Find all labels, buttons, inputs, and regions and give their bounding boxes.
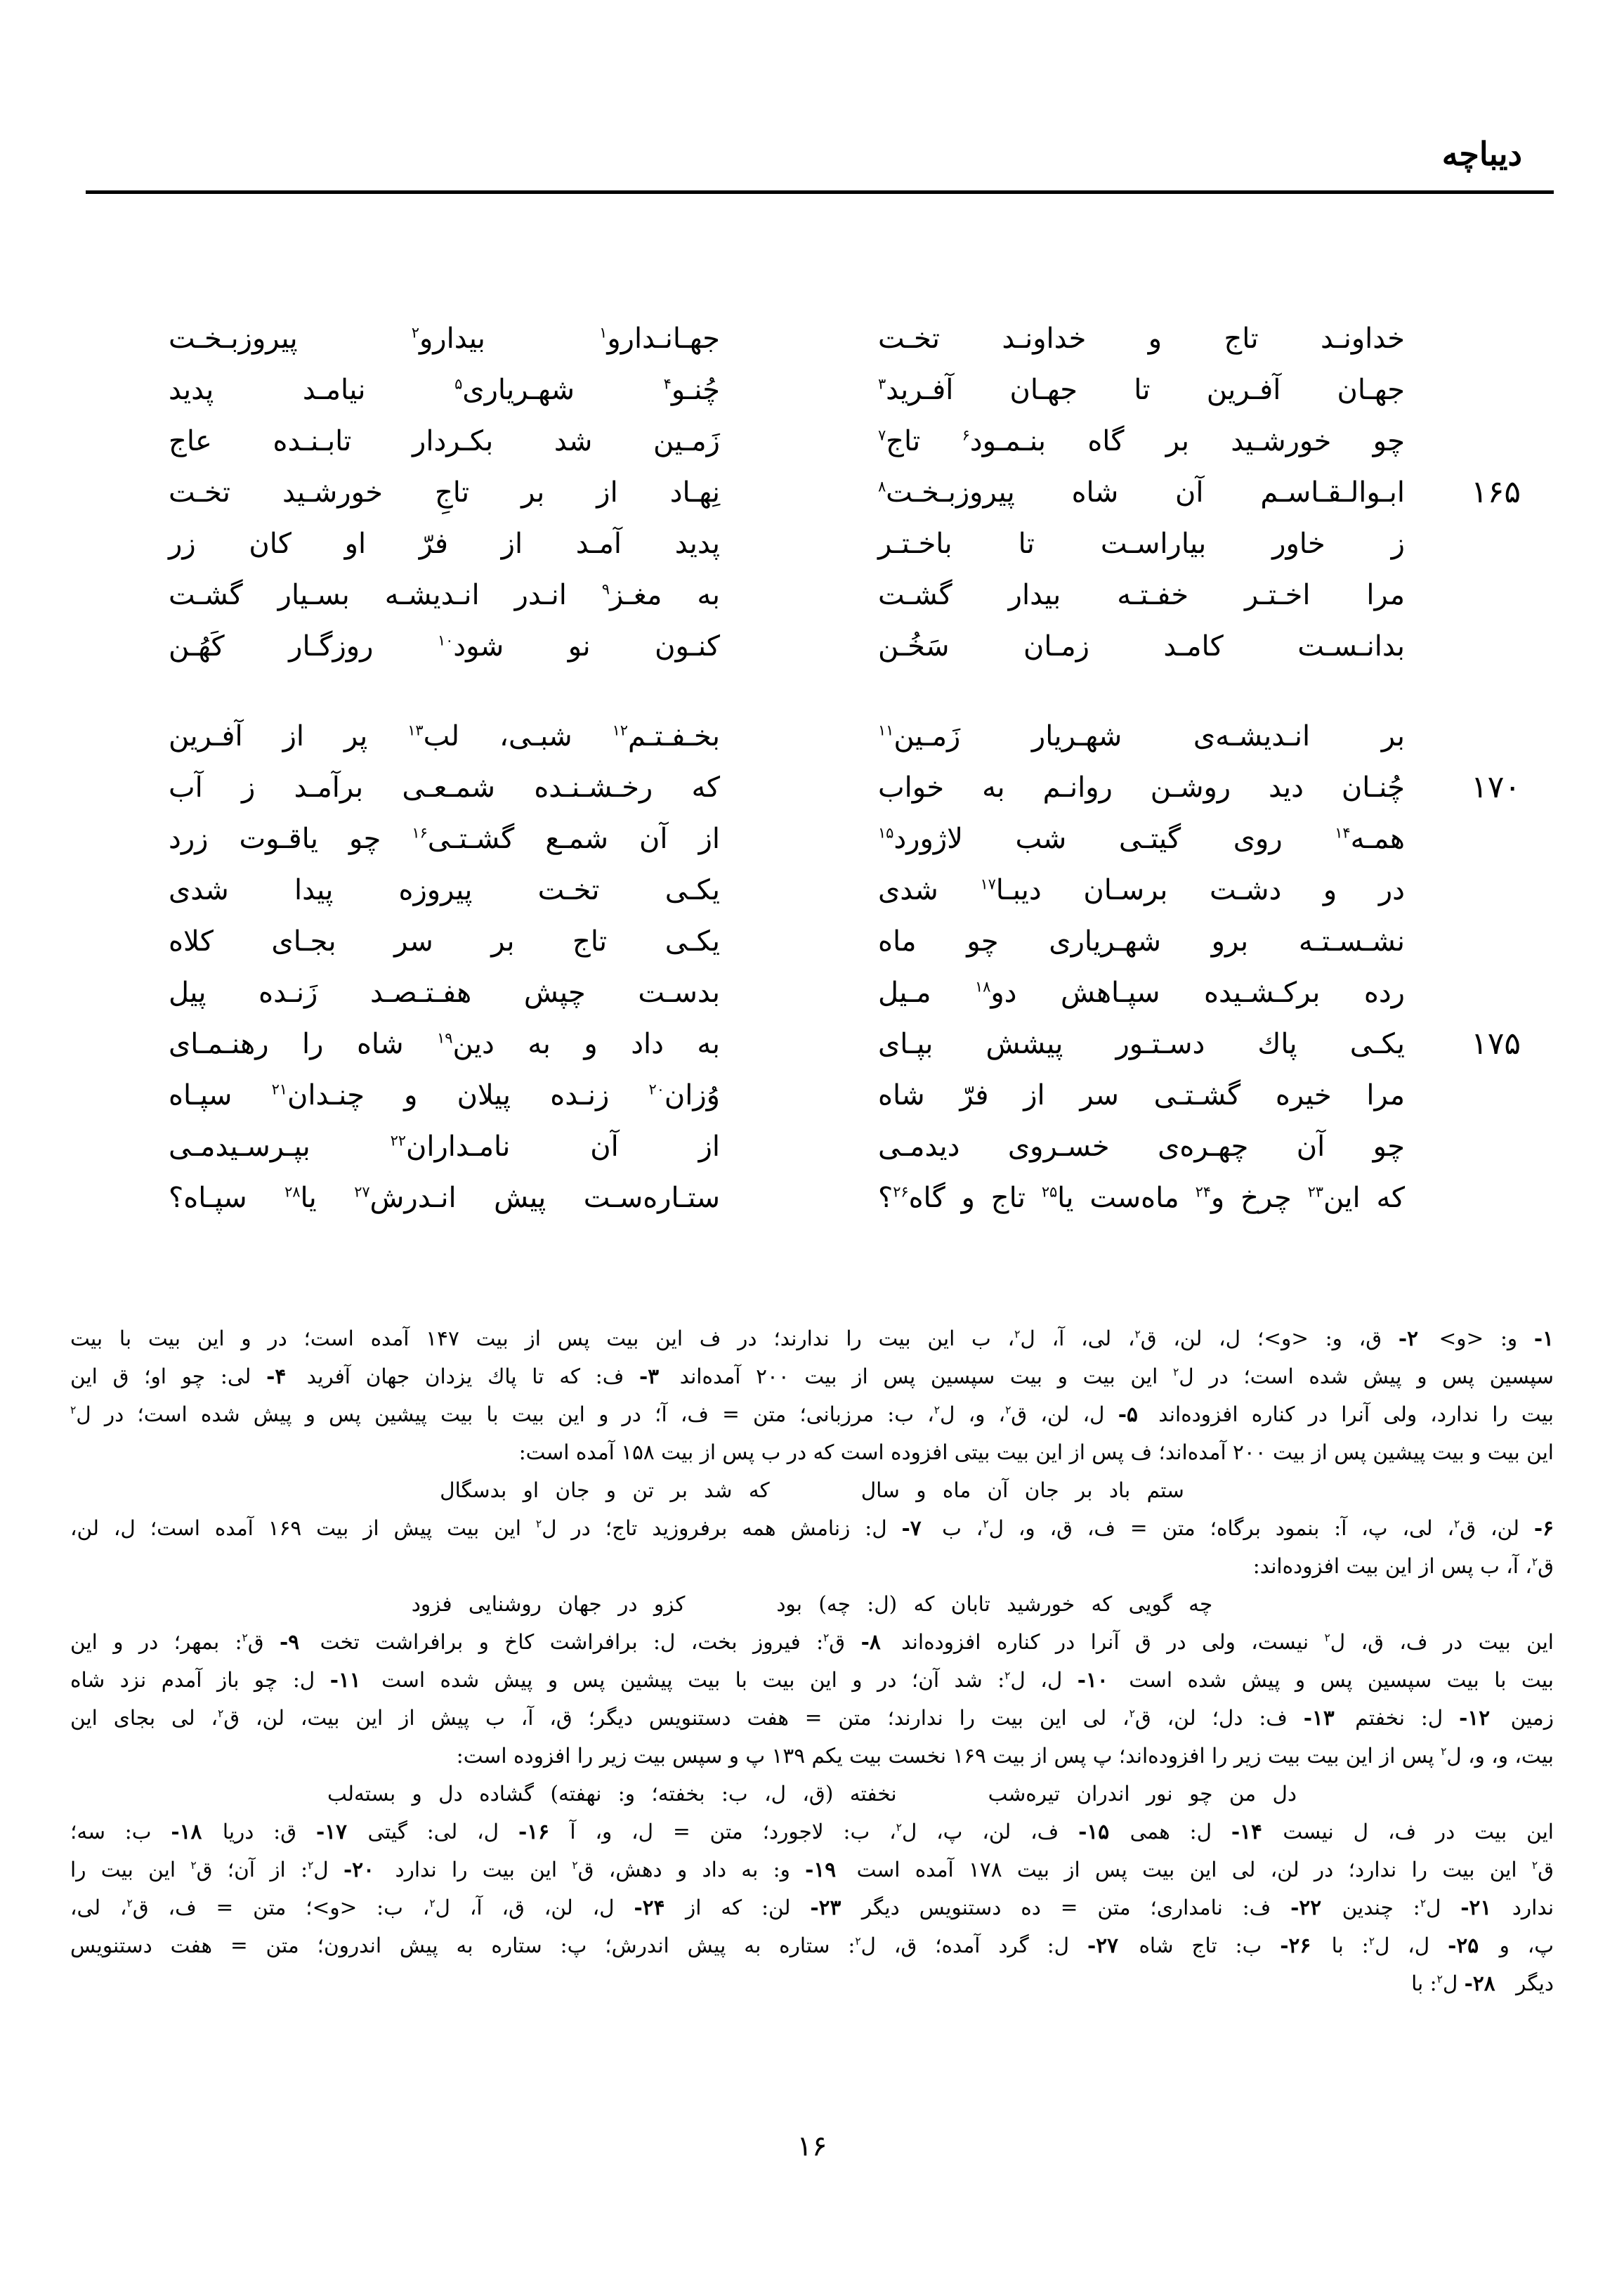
verse-row bbox=[169, 1018, 1521, 1069]
footnote-line: این بیت در ف، ل نیست ۱۴- ل: همی ۱۵- ف، لن، پ، ل$^۲$، ب: لاجورد؛ متن = ل، و، آ ۱۶- ل، لی: گیتی ۱۷- ق: دریا ۱۸- ب: سه؛ bbox=[70, 1819, 1554, 1844]
hemistich-left: که رخـشـنـده شمـعـی برآمـد ز آب bbox=[169, 771, 720, 804]
hemistich-left: زَمـین شد بکـردار تابـنـده عاج bbox=[169, 424, 720, 457]
footnote-verse-left: که شد بر تن و جان او بدسگال bbox=[440, 1478, 770, 1502]
footnote-line: ۱- و: <و> ۲- ق، و: <و>؛ ل، لن، ق$^۲$، لی، آ، ل$^۲$، ب این بیت را ندارند؛ در ف این بیت پس از بیت ۱۴۷ آمده است؛ در و این بیت با بیت bbox=[70, 1326, 1554, 1350]
hemistich-right: همـه$^{۱۴}$ روی گیتـی شب لاژورد$^{۱۵}$ bbox=[878, 822, 1405, 855]
hemistich-right: ز خاور بیاراسـت تا باخـتـر bbox=[878, 527, 1405, 560]
verse-number: ۱۷۵ bbox=[1471, 1026, 1521, 1062]
page-header-title: دیباچه bbox=[1441, 135, 1522, 173]
hemistich-right: چو آن چهـره‌ی خسـروی دیدمـی bbox=[878, 1130, 1405, 1163]
footnote-line: این بیت در ف، ق، ل$^۲$ نیست، ولی در ق آنرا در کناره افزوده‌اند ۸- ق$^۲$: فیروز بخت، ل: برافراشت کاخ و برافراشت تخت ۹- ق$^۲$: بمهر؛ در و این bbox=[70, 1629, 1554, 1654]
hemistich-left: به مغـز$^۹$ انـدر انـدیشـه بسـیار گشـت bbox=[169, 578, 720, 611]
hemistich-left: ستـاره‌سـت پیش انـدرش$^{۲۷}$ یا$^{۲۸}$ سپـاه؟ bbox=[169, 1181, 720, 1214]
verse-row bbox=[169, 467, 1521, 518]
footnote-verse bbox=[70, 1585, 1554, 1623]
footnote-line: سپسین پس و پیش شده است؛ در ل$^۲$ این بیت و بیت سپسین پس از بیت ۲۰۰ آمده‌اند ۳- ف: که تا پاك یزدان جهان آفرید ۴- لی: چو او؛ ق این bbox=[70, 1364, 1554, 1388]
hemistich-right: بر انـدیشـه‌ی شهـریار زَمـین$^{۱۱}$ bbox=[878, 719, 1405, 752]
hemistich-right: خداونـد تاج و خداونـد تخـت bbox=[878, 322, 1405, 355]
footnote-verse bbox=[70, 1471, 1554, 1509]
verse-row bbox=[169, 415, 1521, 467]
hemistich-left: از آن شمـع گشـتـی$^{۱۶}$ چو یاقـوت زرد bbox=[169, 822, 720, 855]
footnote-line: ق$^۲$ این بیت را ندارد؛ در لن، لی این بیت پس از بیت ۱۷۸ آمده است ۱۹- و: به داد و دهش، ق$^۲$ این بیت را ندارد ۲۰- ل$^۲$: از آن؛ ق$^۲$ این بیت را bbox=[70, 1857, 1554, 1882]
footnote-verse-right: ستم باد بر جان آن ماه و سال bbox=[860, 1478, 1184, 1502]
hemistich-right: جهـان آفـرین تا جهـان آفـرید$^۳$ bbox=[878, 373, 1405, 406]
verse-row bbox=[169, 518, 1521, 569]
footnote-line: ۶- لن، ق$^۲$، لی، پ، آ: بنمود برگاه؛ متن = ف، ق، و، ل$^۲$، ب ۷- ل: زنامش همه برفروزید تاج؛ در ل$^۲$ این بیت پیش از بیت ۱۶۹ آمده است؛ ل، لن، bbox=[70, 1515, 1554, 1540]
verse-number: ۱۷۰ bbox=[1471, 769, 1521, 805]
footnote-line: بیت با بیت سپسین پس و پیش شده است ۱۰- ل، ل$^۲$: شد آن؛ در و این بیت با بیت پیشین پس و پیش شده است ۱۱- ل: چو باز آمدم نزد شاه bbox=[70, 1667, 1554, 1692]
hemistich-right: رده برکـشـیده سپـاهش دو$^{۱۸}$ مـیل bbox=[878, 976, 1405, 1009]
footnote-line: این بیت و بیت پیشین پس از بیت ۲۰۰ آمده‌اند؛ ف پس از این بیت بیتی افزوده است که در ب پس از بیت ۱۵۸ آمده است: bbox=[518, 1440, 1554, 1464]
hemistich-left: جهـانـدارو$^۱$ بیدارو$^۲$ پیروزبـخـت bbox=[169, 322, 720, 355]
verse-row bbox=[169, 710, 1521, 762]
footnote-line: ق$^۲$، آ، ب پس از این بیت افزوده‌اند: bbox=[1252, 1554, 1554, 1578]
verse-row bbox=[169, 569, 1521, 620]
footnote-line: بیت، و، و، ل$^۲$ پس از این بیت بیت زیر را افزوده‌اند؛ پ پس از بیت ۱۶۹ نخست بیت یکم ۱۳۹ پ و سپس بیت زیر را افزوده است: bbox=[456, 1744, 1554, 1768]
footnote-line: ندارد ۲۱- ل$^۲$: چندین ۲۲- ف: نامداری؛ متن = ده دستنویس دیگر ۲۳- لن: که از ۲۴- ل، لن، ق، آ، ل$^۲$، ب: <و>؛ متن = ف، ق$^۲$، لی، bbox=[70, 1895, 1554, 1919]
stanza-gap bbox=[169, 672, 1521, 710]
footnote-line: بیت را ندارد، ولی آنرا در کناره افزوده‌اند ۵- ل، لن، ق$^۲$، و، ل$^۲$، ب: مرزبانی؛ متن = ف، آ؛ در و این بیت با بیت پیشین پس و پیش شده است؛ در ل$^۲$ bbox=[70, 1402, 1554, 1426]
hemistich-right: یکـی پاك دسـتـور پیشش بپـای bbox=[878, 1027, 1405, 1060]
hemistich-left: بخـفـتـم$^{۱۲}$ شبـی، لب$^{۱۳}$ پر از آفـرین bbox=[169, 719, 721, 752]
hemistich-right: چو خورشـید بر گاه بنـمـود$^۶$ تاج$^۷$ bbox=[878, 424, 1405, 457]
hemistich-left: یکـی تخـت پیروزه پیدا شدی bbox=[169, 873, 720, 906]
hemistich-right: مرا اخـتـر خفـتـه بیدار گشـت bbox=[878, 578, 1405, 611]
verse-row bbox=[169, 620, 1521, 672]
verse-number: ۱۶۵ bbox=[1471, 474, 1521, 510]
footnote-line: پ، و ۲۵- ل، ل$^۲$: با ۲۶- ب: تاج شاه ۲۷- ل: گرد آمده؛ ق، ل$^۲$: ستاره به پیش اندرش؛ پ: ستاره به پیش اندرون؛ متن = هفت دستنویس bbox=[70, 1933, 1554, 1957]
verse-row bbox=[169, 864, 1521, 915]
verse-row bbox=[169, 313, 1521, 364]
hemistich-right: که این$^{۲۳}$ چرخ و$^{۲۴}$ ماه‌ست یا$^{۲۵}$ تاج و گاه$^{۲۶}$؟ bbox=[878, 1181, 1405, 1214]
hemistich-right: نشـسـتـه برو شهـریاری چو ماه bbox=[878, 925, 1405, 958]
hemistich-right: بدانـسـت کامـد زمـان سَخُـن bbox=[878, 630, 1405, 663]
verse-row bbox=[169, 813, 1521, 864]
hemistich-right: در و دشـت برسـان دیبـا$^{۱۷}$ شدی bbox=[878, 873, 1405, 906]
verse-row bbox=[169, 364, 1521, 415]
hemistich-left: به داد و به دین$^{۱۹}$ شاه را رهنـمـای bbox=[169, 1027, 720, 1060]
verse-row bbox=[169, 1121, 1521, 1172]
footnote-verse-left: نخفته (ق، ل، ب: بخفته؛ و: نهفته) گشاده دل و بسته‌لب bbox=[327, 1782, 897, 1806]
footnote-line: دیگر ۲۸- ل$^۲$: با bbox=[1411, 1971, 1554, 1995]
footnote-verse-left: کزو در جهان روشنایی فزود bbox=[411, 1592, 686, 1616]
footnote-verse-right: چه گویی که خورشید تابان که (ل: چه) بود bbox=[776, 1592, 1213, 1616]
hemistich-right: چُنـان دید روشـن روانـم به خواب bbox=[878, 771, 1405, 804]
verse-row bbox=[169, 967, 1521, 1018]
verse-row bbox=[169, 1172, 1521, 1223]
hemistich-right: ابـوالـقـاسـم آن شاه پیروزبـخـت$^۸$ bbox=[878, 476, 1405, 509]
hemistich-right: مرا خیره گشـتـی سر از فرّ شاه bbox=[878, 1078, 1405, 1111]
hemistich-left: نِهـاد از بر تاجِ خورشـید تخـت bbox=[169, 476, 720, 509]
footnote-verse bbox=[70, 1775, 1554, 1813]
verse-row bbox=[169, 762, 1521, 813]
header-rule bbox=[86, 190, 1554, 194]
hemistich-left: از آن نامـداران$^{۲۲}$ بپـرسـیدمـی bbox=[169, 1130, 720, 1163]
hemistich-left: بدسـت چپش هفـتـصـد زَنـده پیل bbox=[169, 976, 720, 1009]
hemistich-left: وُزان$^{۲۰}$ زنـده پیلان و چنـدان$^{۲۱}$ سپـاه bbox=[169, 1078, 720, 1111]
verse-row bbox=[169, 915, 1521, 967]
hemistich-left: چُنـو$^۴$ شهـریاری$^۵$ نیامـد پدید bbox=[169, 373, 721, 406]
footnote-line: زمین ۱۲- ل: نخفتم ۱۳- ف: دل؛ لن، ق$^۲$، لی این بیت را ندارند؛ متن = هفت دستنویس دیگر؛ ق، آ، ب پیش از این بیت، لن، ق$^۲$، لی بجای این bbox=[70, 1705, 1554, 1730]
poem-columns bbox=[169, 313, 1521, 1223]
footnotes-apparatus bbox=[70, 1319, 1554, 2002]
page-number: ۱۶ bbox=[797, 2130, 827, 2163]
hemistich-left: یکـی تاج بر سر بجـای کلاه bbox=[169, 925, 720, 958]
hemistich-left: پدید آمـد از فرّ او کان زر bbox=[169, 527, 720, 560]
footnote-verse-right: دل من چو نور اندران تیره‌شب bbox=[988, 1782, 1297, 1806]
hemistich-left: کنـون نو شود$^{۱۰}$ روزگـار کَهُـن bbox=[169, 630, 721, 663]
verse-row bbox=[169, 1069, 1521, 1121]
